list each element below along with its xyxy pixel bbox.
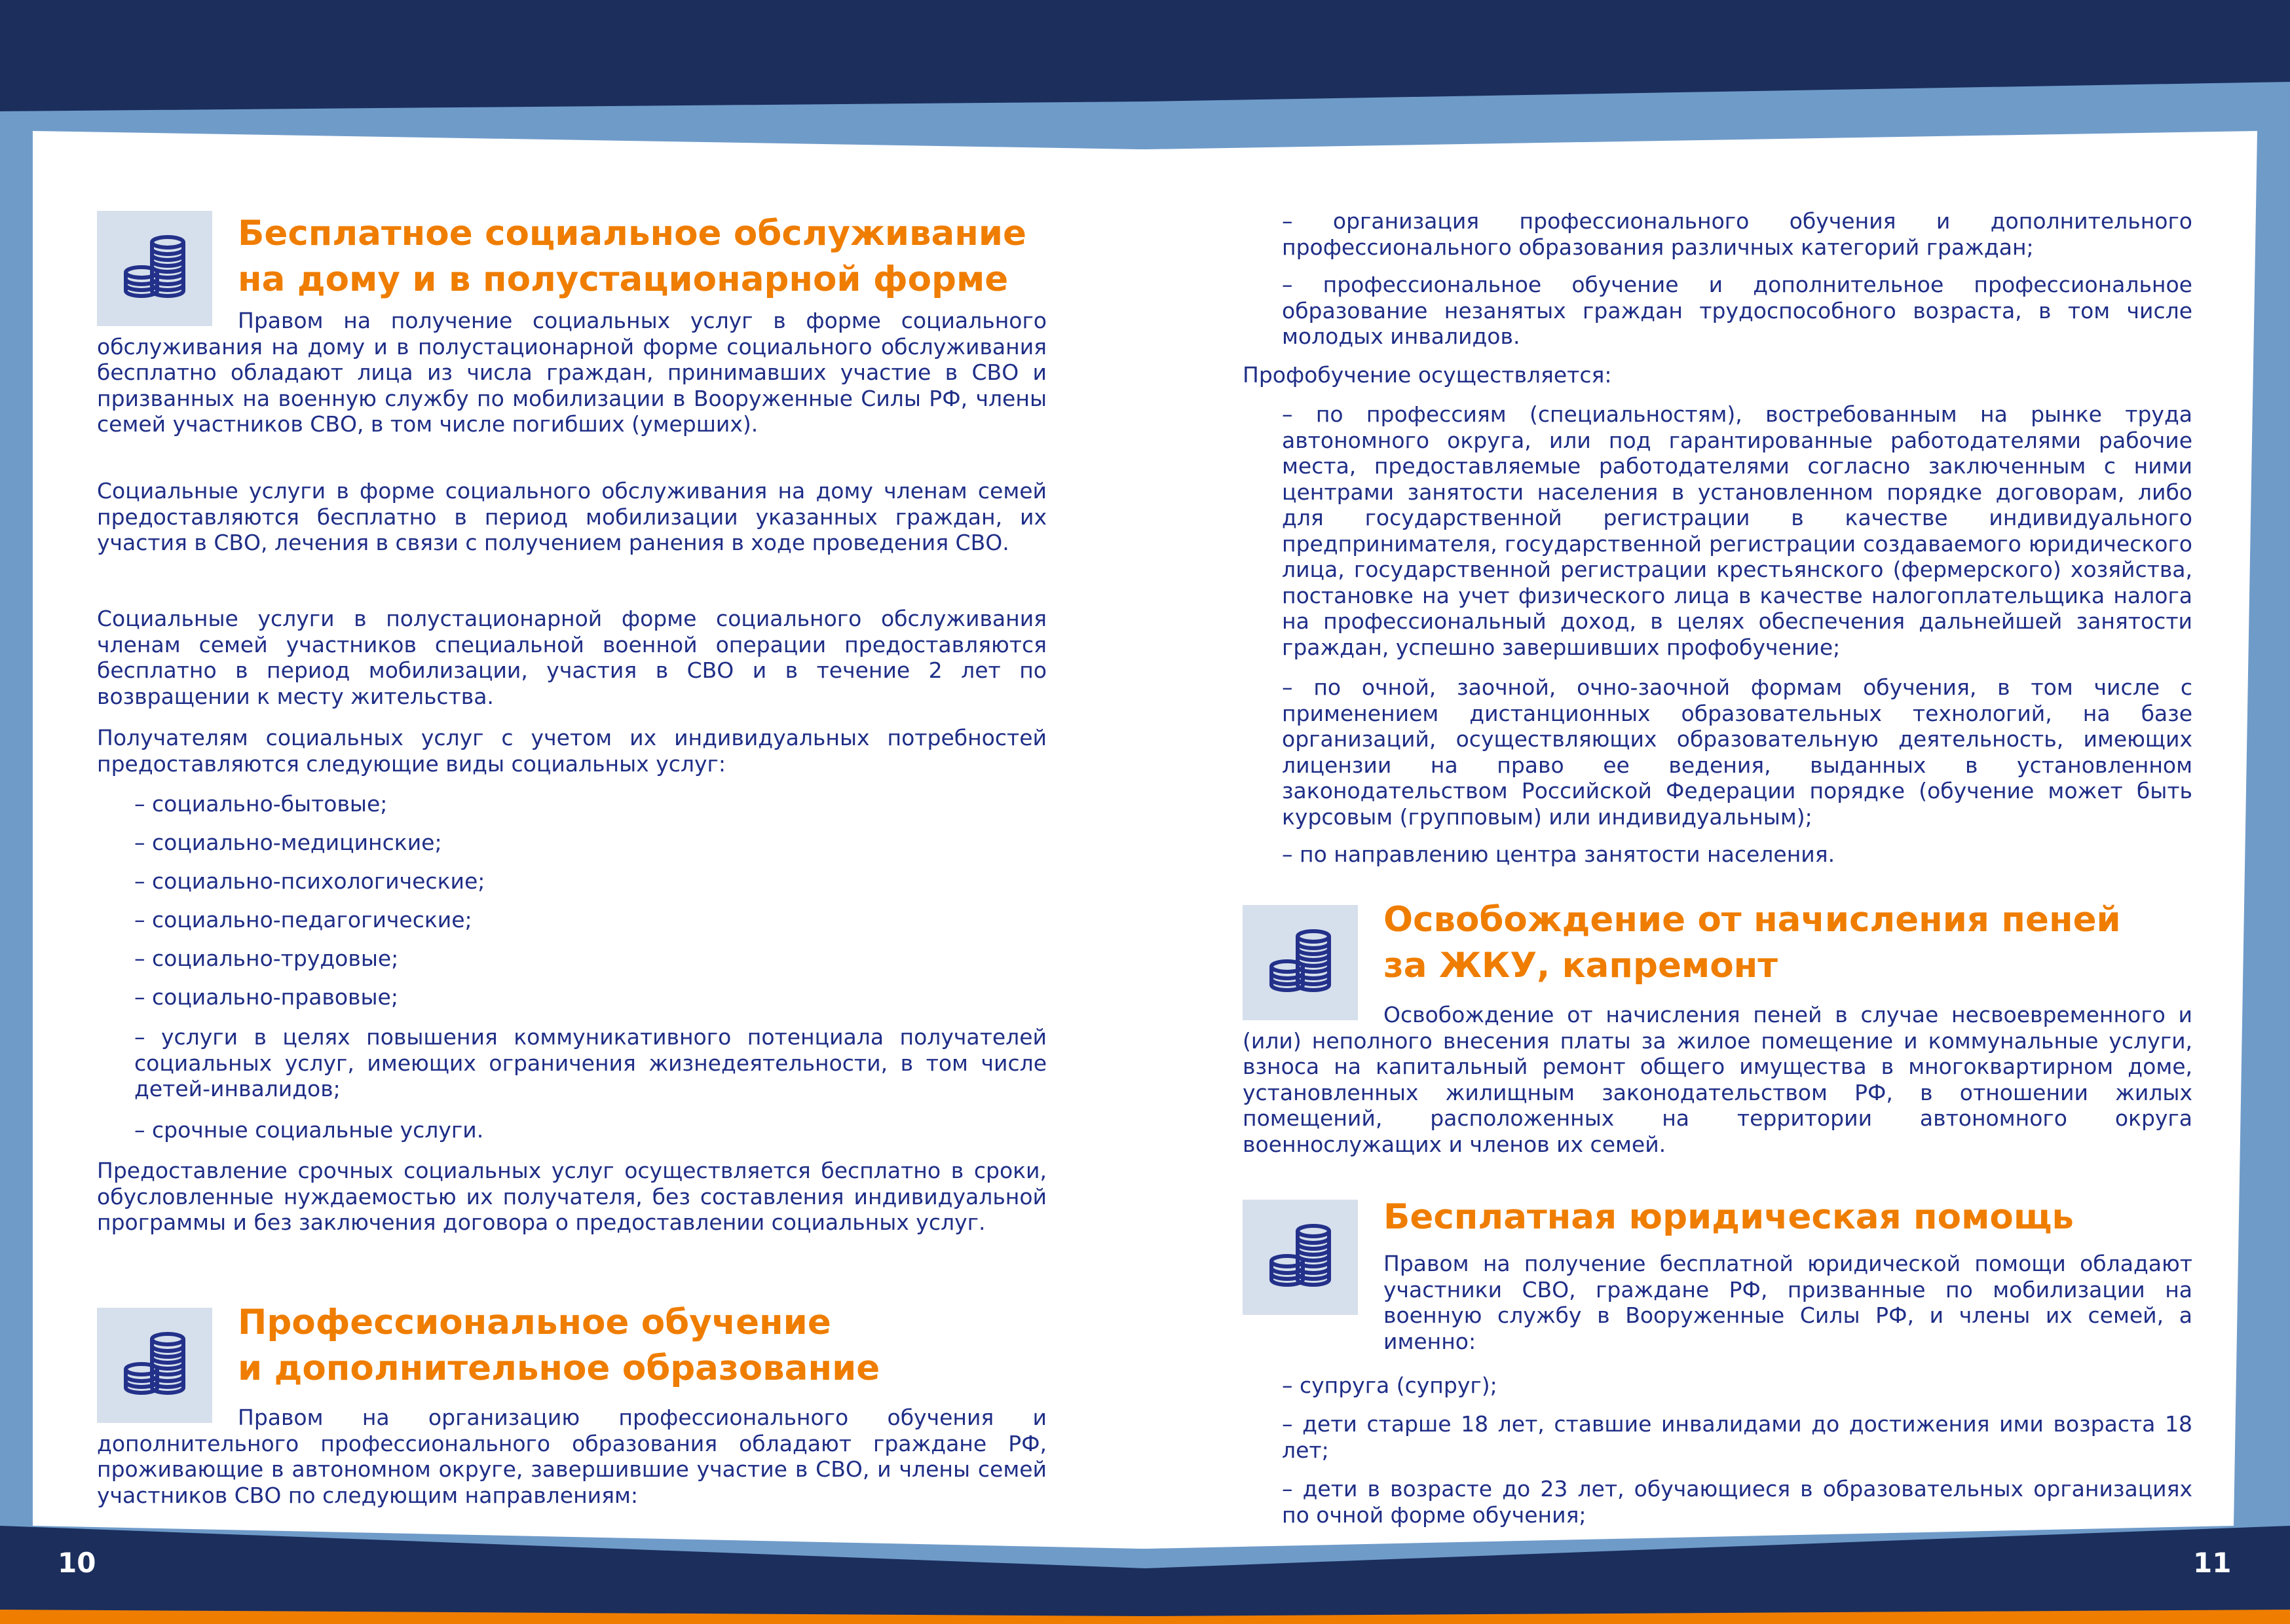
list-item: – срочные социальные услуги. <box>134 1117 484 1143</box>
section-intro-text: Освобождение от начисления пеней в случае несвоевременного и (или) неполного внесения платы за жилое помещение и коммунальные услуги, взноса на капитальный ремонт общего имущества в многоквартирном доме, установленных жилищным законодательством РФ, в отношении жилых помещений, расположенных на территории автономного округа военнослужащих и членов их семей. <box>1243 1002 2192 1157</box>
list-item: – социально-трудовые; <box>134 946 399 971</box>
page-number-right: 11 <box>2193 1547 2232 1579</box>
left-page <box>97 131 1047 1508</box>
list-item: – социально-правовые; <box>134 984 398 1010</box>
list-item: – социально-педагогические; <box>134 907 472 932</box>
section-intro-text: Правом на получение социальных услуг в форме социального обслуживания на дому и в полустационарной форме социального обслуживания бесплатно обладают лица из числа граждан, принимавших участие в СВО и призванных на военную службу по мобилизации в Вооруженные Силы РФ, члены семей участников СВО, в том числе погибших (умерших). <box>97 308 1047 437</box>
list-item: – услуги в целях повышения коммуникативного потенциала получателей социальных услуг, имеющих ограничения жизнедеятельности, в том числе детей-инвалидов; <box>134 1024 1047 1101</box>
paragraph: Предоставление срочных социальных услуг осуществляется бесплатно в сроки, обусловленные нуждаемостью их получателя, без составления индивидуальной программы и без заключения договора о предоставлении социальных услуг. <box>97 1158 1047 1235</box>
section-title: Освобождение от начисления пеней за ЖКУ, капремонт <box>1383 900 2121 986</box>
list-item: – организация профессионального обучения и дополнительного профессионального образования различных категорий граждан; <box>1282 208 2192 260</box>
list-item: – по направлению центра занятости населения. <box>1282 841 1835 867</box>
coins-stack-icon <box>1243 1200 1358 1315</box>
list-item: – супруга (супруг); <box>1282 1373 1497 1398</box>
paragraph: Социальные услуги в полустационарной форме социального обслуживания членам семей участников специальной военной операции предоставляются бесплатно в период мобилизации, участия в СВО и в течение 2 лет по возвращении к месту жительства. <box>97 606 1047 709</box>
list-item: – социально-психологические; <box>134 868 485 894</box>
paragraph: Социальные услуги в форме социального обслуживания на дому членам семей предоставляются бесплатно в период мобилизации указанных граждан, их участия в СВО, лечения в связи с получением ранения в ходе проведения СВО. <box>97 478 1047 555</box>
right-page <box>1243 131 2192 1528</box>
section-intro-text: Правом на получение бесплатной юридической помощи обладают участники СВО, граждане РФ, призванные по мобилизации на военную службу в Вооруженные Силы РФ, и члены их семей, а именно: <box>1383 1251 2192 1354</box>
list-item: – по профессиям (специальностям), востребованным на рынке труда автономного округа, или под гарантированные работодателями рабочие места, предоставляемые работодателями согласно заключенным с ними центрами занятости населения в установленном порядке договорам, либо для государственной регистрации в качестве индивидуального предпринимателя, государственной регистрации создаваемого юридического лица, государственной регистрации крестьянского (фермерского) хозяйства, постановке на учет физического лица в качестве налогоплательщика налога на профессиональный доход, в целях обеспечения дальнейшей занятости граждан, успешно завершивших профобучение; <box>1282 401 2192 660</box>
list-item: – социально-медицинские; <box>134 830 442 855</box>
section-title: Профессиональное обучение и дополнительное образование <box>238 1302 880 1388</box>
list-item: – дети в возрасте до 23 лет, обучающиеся в образовательных организациях по очной форме обучения; <box>1282 1476 2192 1528</box>
paragraph: Получателям социальных услуг с учетом их индивидуальных потребностей предоставляются следующие виды социальных услуг: <box>97 725 1047 777</box>
list-item: – по очной, заочной, очно-заочной формам обучения, в том числе с применением дистанционных образовательных технологий, на базе организаций, осуществляющих образовательную деятельность, имеющих лицензии на право ее ведения, выданных в установленном законодательством Российской Федерации порядке (обучение может быть курсовым (групповым) или индивидуальным); <box>1282 674 2192 830</box>
page-number-left: 10 <box>58 1547 96 1579</box>
list-item: – дети старше 18 лет, ставшие инвалидами до достижения ими возраста 18 лет; <box>1282 1411 2192 1463</box>
paragraph: Профобучение осуществляется: <box>1243 362 1612 388</box>
section-title: Бесплатное социальное обслуживание на дому и в полустационарной форме <box>238 213 1026 299</box>
section-intro-text: Правом на организацию профессионального обучения и дополнительного профессионального образования обладают граждане РФ, проживающие в автономном округе, завершившие участие в СВО, и члены семей участников СВО по следующим направлениям: <box>97 1405 1047 1508</box>
list-item: – профессиональное обучение и дополнительное профессиональное образование незанятых граждан трудоспособного возраста, в том числе молодых инвалидов. <box>1282 272 2192 349</box>
list-item: – социально-бытовые; <box>134 791 388 817</box>
section-title: Бесплатная юридическая помощь <box>1383 1197 2074 1237</box>
